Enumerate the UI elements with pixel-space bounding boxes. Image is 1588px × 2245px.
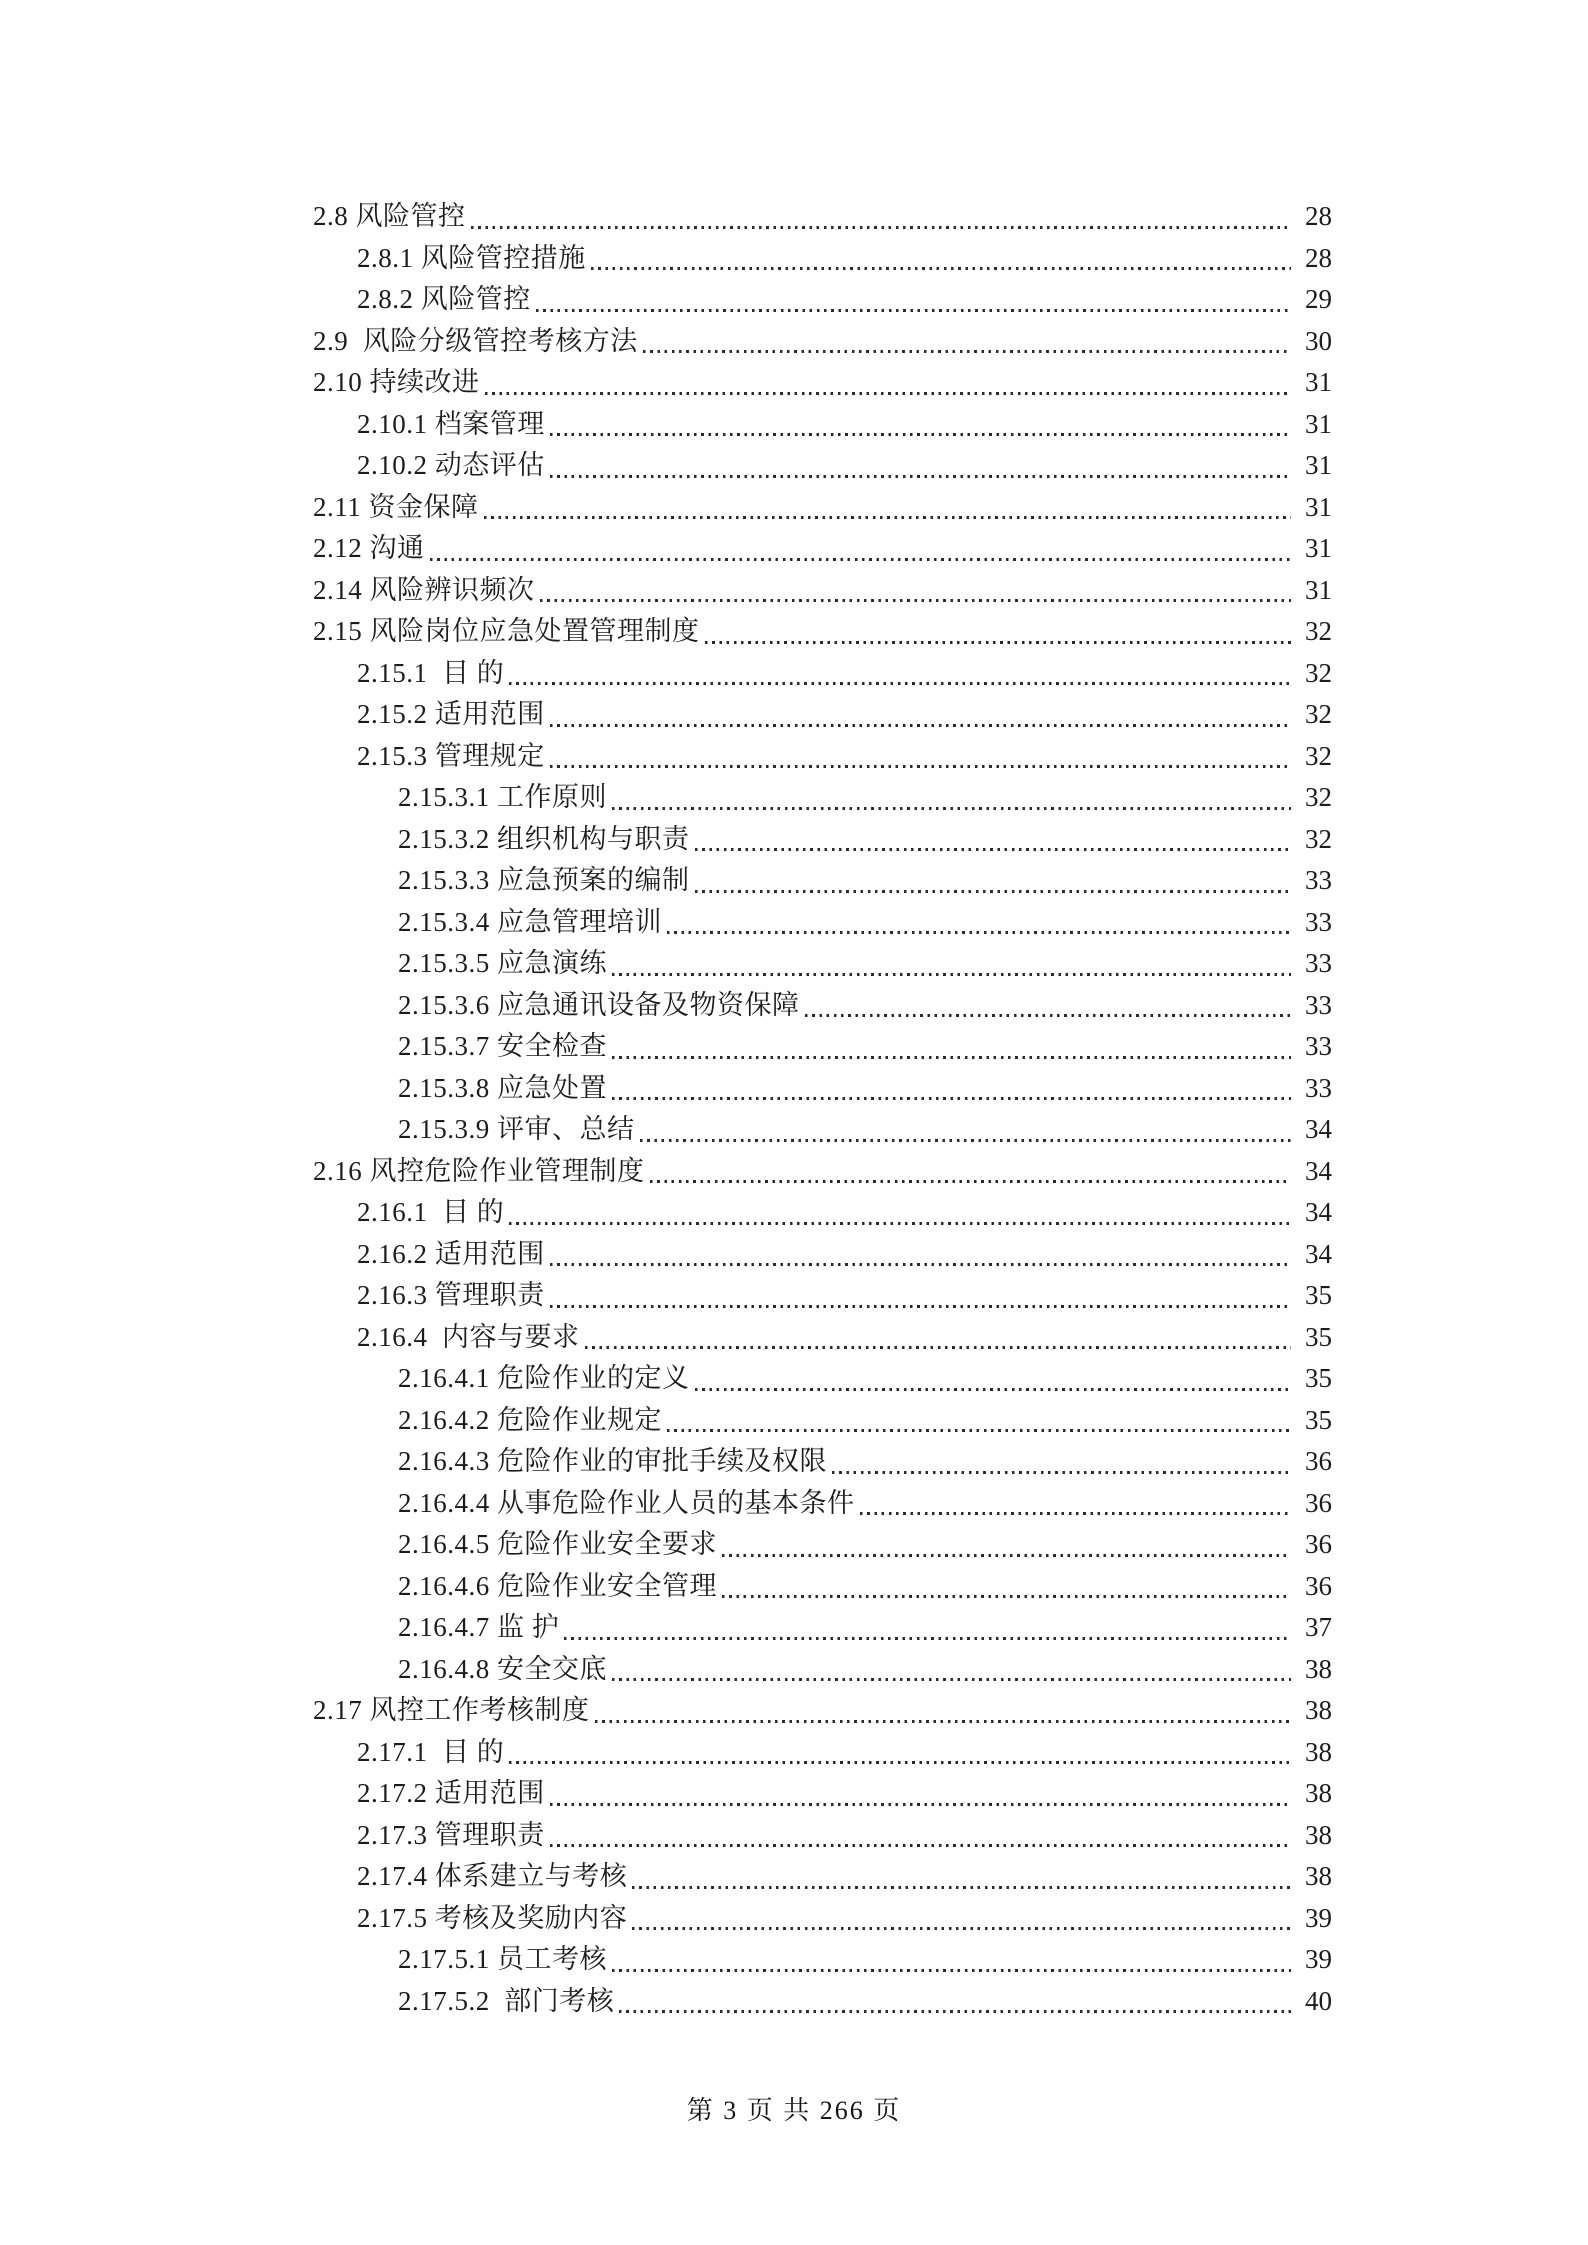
toc-entry-page: 38 xyxy=(1305,1653,1332,1684)
dot-leader xyxy=(612,777,1291,819)
toc-entry[interactable] xyxy=(313,570,1332,612)
toc-entry-text: 2.16.4.4 从事危险作业人员的基本条件 xyxy=(398,1487,855,1518)
toc-entry-text: 2.17.1 目 的 xyxy=(357,1736,505,1767)
toc-entry-text: 2.14 风险辨识频次 xyxy=(313,574,535,605)
toc-entry-text: 2.12 沟通 xyxy=(313,533,425,563)
toc-entry[interactable] xyxy=(313,1109,1332,1151)
toc-entry-text: 2.16.4.2 危险作业规定 xyxy=(398,1404,662,1435)
toc-entry-page: 35 xyxy=(1305,1321,1332,1352)
toc-entry[interactable] xyxy=(313,1607,1332,1649)
toc-entry[interactable] xyxy=(313,1898,1332,1940)
toc-entry-text: 2.15.3.5 应急演练 xyxy=(398,948,607,978)
dot-leader xyxy=(540,570,1292,612)
toc-entry-page: 36 xyxy=(1305,1446,1332,1476)
toc-entry[interactable] xyxy=(313,985,1332,1027)
toc-entry-text: 2.15.1 目 的 xyxy=(357,657,505,688)
toc-entry-page: 33 xyxy=(1305,906,1332,937)
toc-list xyxy=(313,196,1332,2022)
toc-entry[interactable] xyxy=(313,1068,1332,1110)
toc-entry-text: 2.15.3.8 应急处置 xyxy=(398,1072,607,1103)
dot-leader xyxy=(509,1192,1291,1234)
toc-entry[interactable] xyxy=(313,1026,1332,1068)
dot-leader xyxy=(550,1773,1291,1815)
toc-entry-text: 2.8 风险管控 xyxy=(313,201,466,231)
toc-entry-page: 31 xyxy=(1305,574,1332,605)
toc-entry[interactable] xyxy=(313,238,1332,280)
toc-entry-text: 2.17.4 体系建立与考核 xyxy=(357,1861,628,1891)
toc-entry-page: 32 xyxy=(1305,657,1332,688)
dot-leader xyxy=(640,1109,1292,1151)
toc-entry-page: 35 xyxy=(1305,1280,1332,1310)
toc-entry-page: 39 xyxy=(1305,1902,1332,1933)
toc-entry-page: 36 xyxy=(1305,1570,1332,1601)
dot-leader xyxy=(536,279,1291,321)
toc-entry-page: 38 xyxy=(1305,1695,1332,1725)
dot-leader xyxy=(612,943,1291,985)
dot-leader xyxy=(650,1151,1292,1193)
toc-entry[interactable] xyxy=(313,1856,1332,1898)
toc-entry[interactable] xyxy=(313,694,1332,736)
dot-leader xyxy=(550,694,1291,736)
toc-entry-text: 2.17.5.1 员工考核 xyxy=(398,1944,607,1974)
toc-entry-text: 2.8.1 风险管控措施 xyxy=(357,242,586,273)
toc-entry-text: 2.10.1 档案管理 xyxy=(357,408,545,439)
toc-entry-text: 2.16.4.6 危险作业安全管理 xyxy=(398,1570,717,1601)
toc-entry-page: 33 xyxy=(1305,1072,1332,1103)
dot-leader xyxy=(550,1275,1291,1317)
toc-entry-page: 37 xyxy=(1305,1612,1332,1642)
toc-entry[interactable] xyxy=(313,1151,1332,1193)
toc-entry-text: 2.15.3.9 评审、总结 xyxy=(398,1114,635,1144)
toc-entry[interactable] xyxy=(313,487,1332,529)
toc-entry-text: 2.16.2 适用范围 xyxy=(357,1238,545,1269)
dot-leader xyxy=(632,1856,1291,1898)
toc-entry-text: 2.15.3 管理规定 xyxy=(357,740,545,771)
dot-leader xyxy=(722,1524,1291,1566)
toc-entry-page: 33 xyxy=(1305,1031,1332,1061)
toc-entry-text: 2.15.3.7 安全检查 xyxy=(398,1031,607,1061)
page-footer: 第 3 页 共 266 页 xyxy=(686,2096,902,2125)
toc-entry-page: 32 xyxy=(1305,823,1332,854)
toc-entry-page: 28 xyxy=(1305,242,1332,273)
toc-entry-page: 36 xyxy=(1305,1529,1332,1559)
dot-leader xyxy=(705,611,1292,653)
toc-entry-text: 2.16.4.1 危险作业的定义 xyxy=(398,1363,690,1393)
toc-entry-text: 2.10 持续改进 xyxy=(313,367,480,397)
toc-entry[interactable] xyxy=(313,1400,1332,1442)
dot-leader xyxy=(667,902,1291,944)
dot-leader xyxy=(430,528,1292,570)
toc-entry-page: 31 xyxy=(1305,450,1332,480)
dot-leader xyxy=(591,238,1291,280)
toc-entry-page: 35 xyxy=(1305,1404,1332,1435)
dot-leader xyxy=(484,487,1292,529)
dot-leader xyxy=(550,404,1291,446)
dot-leader xyxy=(722,1566,1291,1608)
toc-entry-text: 2.16.4.7 监 护 xyxy=(398,1612,560,1642)
toc-entry-text: 2.15.3.3 应急预案的编制 xyxy=(398,865,690,895)
toc-entry[interactable] xyxy=(313,736,1332,778)
toc-entry[interactable] xyxy=(313,404,1332,446)
dot-leader xyxy=(509,653,1291,695)
toc-entry-page: 38 xyxy=(1305,1819,1332,1850)
toc-entry-page: 38 xyxy=(1305,1778,1332,1808)
toc-entry[interactable] xyxy=(313,611,1332,653)
toc-entry[interactable] xyxy=(313,1234,1332,1276)
toc-entry[interactable] xyxy=(313,1441,1332,1483)
toc-entry[interactable] xyxy=(313,1732,1332,1774)
toc-entry[interactable] xyxy=(313,902,1332,944)
toc-entry[interactable] xyxy=(313,196,1332,238)
toc-entry-page: 35 xyxy=(1305,1363,1332,1393)
toc-entry-page: 33 xyxy=(1305,989,1332,1020)
toc-entry-text: 2.16.4.5 危险作业安全要求 xyxy=(398,1529,717,1559)
dot-leader xyxy=(550,1234,1291,1276)
toc-entry-text: 2.15.2 适用范围 xyxy=(357,699,545,729)
toc-entry-text: 2.17 风控工作考核制度 xyxy=(313,1695,590,1725)
toc-entry[interactable] xyxy=(313,1358,1332,1400)
toc-entry-page: 38 xyxy=(1305,1861,1332,1891)
toc-entry[interactable] xyxy=(313,1317,1332,1359)
dot-leader xyxy=(860,1483,1292,1525)
toc-entry[interactable] xyxy=(313,1566,1332,1608)
toc-entry-page: 31 xyxy=(1305,491,1332,522)
dot-leader xyxy=(612,1026,1291,1068)
dot-leader xyxy=(667,1400,1291,1442)
toc-entry-page: 29 xyxy=(1305,284,1332,314)
toc-entry[interactable] xyxy=(313,279,1332,321)
toc-entry[interactable] xyxy=(313,1483,1332,1525)
dot-leader xyxy=(485,362,1292,404)
toc-entry[interactable] xyxy=(313,819,1332,861)
dot-leader xyxy=(564,1607,1291,1649)
dot-leader xyxy=(632,1898,1291,1940)
toc-entry[interactable] xyxy=(313,1939,1332,1981)
toc-entry-text: 2.15.3.1 工作原则 xyxy=(398,782,607,812)
toc-entry-page: 34 xyxy=(1305,1155,1332,1186)
dot-leader xyxy=(612,1649,1291,1691)
toc-entry-page: 31 xyxy=(1305,367,1332,397)
dot-leader xyxy=(612,1939,1291,1981)
dot-leader xyxy=(695,819,1292,861)
toc-entry-page: 32 xyxy=(1305,699,1332,729)
toc-entry-page: 31 xyxy=(1305,408,1332,439)
toc-entry[interactable] xyxy=(313,943,1332,985)
dot-leader xyxy=(805,985,1292,1027)
dot-leader xyxy=(471,196,1292,238)
toc-entry-page: 39 xyxy=(1305,1944,1332,1974)
toc-entry-text: 2.15 风险岗位应急处置管理制度 xyxy=(313,616,700,646)
toc-entry-text: 2.16.1 目 的 xyxy=(357,1197,505,1227)
toc-entry[interactable] xyxy=(313,860,1332,902)
toc-entry[interactable] xyxy=(313,1649,1332,1691)
dot-leader xyxy=(550,736,1291,778)
toc-entry-text: 2.8.2 风险管控 xyxy=(357,284,531,314)
toc-entry[interactable] xyxy=(313,321,1332,363)
toc-entry-text: 2.15.3.4 应急管理培训 xyxy=(398,906,662,937)
toc-entry-text: 2.10.2 动态评估 xyxy=(357,450,545,480)
toc-entry[interactable] xyxy=(313,1192,1332,1234)
toc-entry-page: 34 xyxy=(1305,1238,1332,1269)
toc-entry[interactable] xyxy=(313,445,1332,487)
toc-entry-page: 34 xyxy=(1305,1114,1332,1144)
toc-entry-text: 2.11 资金保障 xyxy=(313,491,479,522)
toc-entry-page: 31 xyxy=(1305,533,1332,563)
dot-leader xyxy=(695,1358,1292,1400)
dot-leader xyxy=(643,321,1291,363)
toc-entry-text: 2.16 风控危险作业管理制度 xyxy=(313,1155,645,1186)
dot-leader xyxy=(612,1068,1291,1110)
dot-leader xyxy=(550,1815,1291,1857)
toc-entry-page: 40 xyxy=(1305,1985,1332,2016)
toc-entry-text: 2.16.3 管理职责 xyxy=(357,1280,545,1310)
toc-entry-page: 32 xyxy=(1305,616,1332,646)
toc-entry-text: 2.15.3.6 应急通讯设备及物资保障 xyxy=(398,989,800,1020)
toc-entry-text: 2.17.2 适用范围 xyxy=(357,1778,545,1808)
dot-leader xyxy=(832,1441,1291,1483)
toc-entry-page: 32 xyxy=(1305,782,1332,812)
toc-entry-text: 2.16.4.8 安全交底 xyxy=(398,1653,607,1684)
toc-entry[interactable] xyxy=(313,777,1332,819)
dot-leader xyxy=(695,860,1292,902)
toc-entry-page: 30 xyxy=(1305,325,1332,356)
dot-leader xyxy=(585,1317,1292,1359)
toc-entry-page: 38 xyxy=(1305,1736,1332,1767)
toc-entry-text: 2.17.5.2 部门考核 xyxy=(398,1985,615,2016)
toc-entry[interactable] xyxy=(313,1690,1332,1732)
toc-entry[interactable] xyxy=(313,1275,1332,1317)
toc-entry-text: 2.17.5 考核及奖励内容 xyxy=(357,1902,628,1933)
toc-entry-page: 33 xyxy=(1305,865,1332,895)
toc-entry-text: 2.17.3 管理职责 xyxy=(357,1819,545,1850)
toc-entry[interactable] xyxy=(313,1773,1332,1815)
toc-entry-text: 2.16.4.3 危险作业的审批手续及权限 xyxy=(398,1446,827,1476)
dot-leader xyxy=(619,1981,1291,2023)
toc-entry[interactable] xyxy=(313,362,1332,404)
toc-entry-text: 2.9 风险分级管控考核方法 xyxy=(313,325,638,356)
toc-entry-text: 2.15.3.2 组织机构与职责 xyxy=(398,823,690,854)
toc-entry[interactable] xyxy=(313,528,1332,570)
toc-entry[interactable] xyxy=(313,1981,1332,2023)
toc-entry-page: 28 xyxy=(1305,201,1332,231)
toc-entry-page: 32 xyxy=(1305,740,1332,771)
toc-entry-page: 33 xyxy=(1305,948,1332,978)
dot-leader xyxy=(509,1732,1291,1774)
toc-entry-text: 2.16.4 内容与要求 xyxy=(357,1321,580,1352)
dot-leader xyxy=(595,1690,1292,1732)
dot-leader xyxy=(550,445,1291,487)
toc-entry[interactable] xyxy=(313,1815,1332,1857)
toc-entry[interactable] xyxy=(313,653,1332,695)
toc-entry-page: 36 xyxy=(1305,1487,1332,1518)
toc-entry-page: 34 xyxy=(1305,1197,1332,1227)
toc-entry[interactable] xyxy=(313,1524,1332,1566)
